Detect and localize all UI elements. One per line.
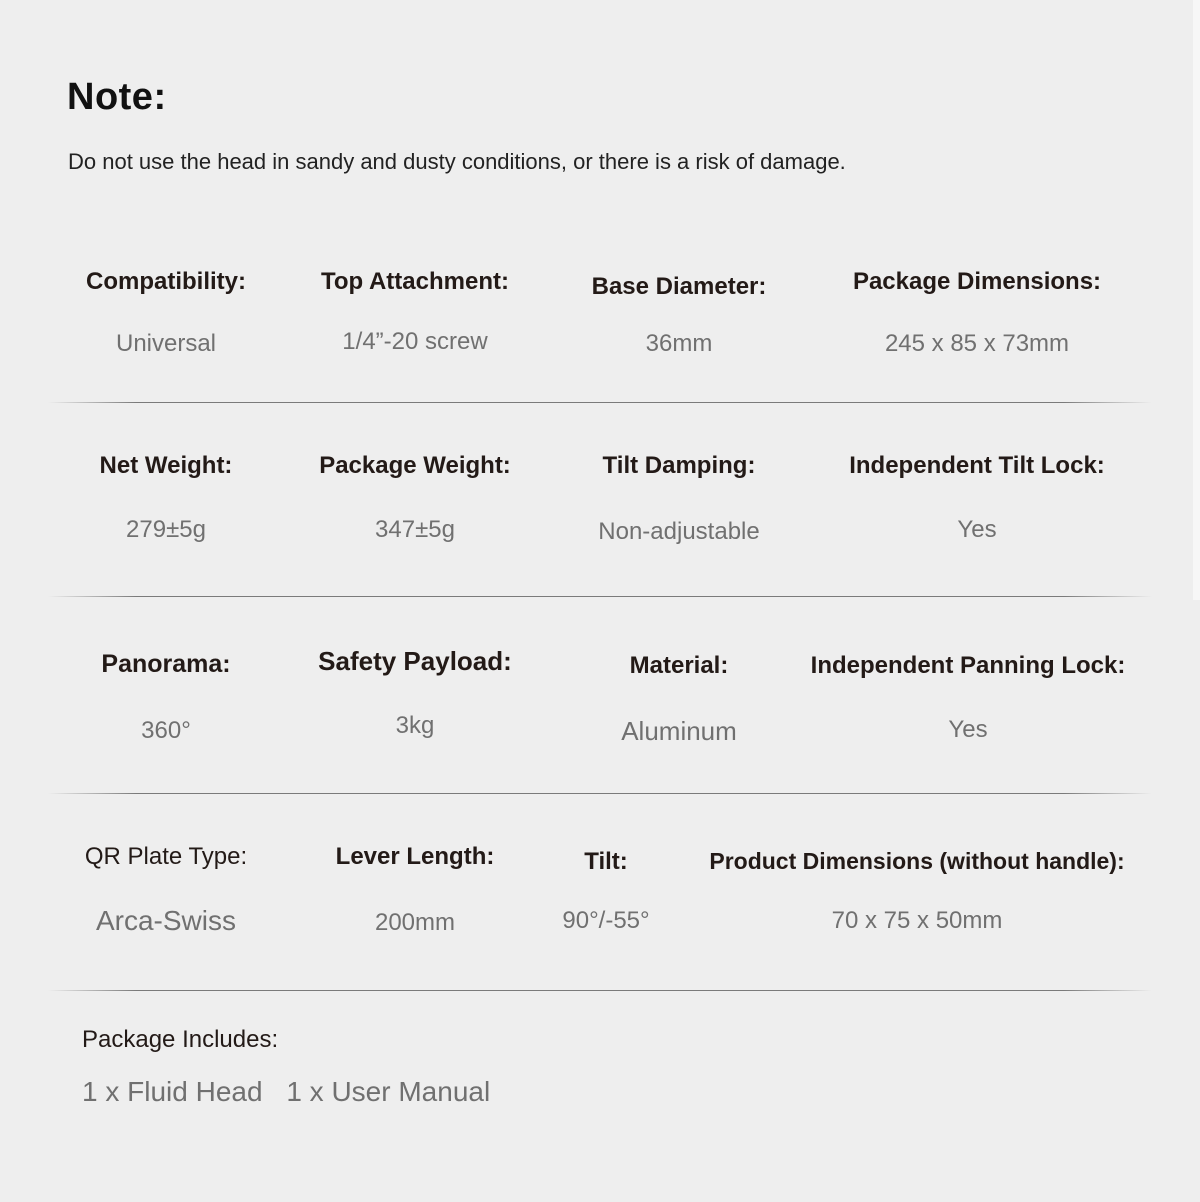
spec-value: 245 x 85 x 73mm <box>884 330 1070 357</box>
spec-label: Package Weight: <box>319 452 511 479</box>
spec-value: Yes <box>957 516 997 543</box>
divider <box>48 793 1152 794</box>
spec-value: 70 x 75 x 50mm <box>831 907 1003 934</box>
spec-value: Arca-Swiss <box>95 905 236 936</box>
spec-label: Net Weight: <box>99 452 233 479</box>
spec-value: 347±5g <box>375 516 455 543</box>
spec-value: 36mm <box>645 330 713 357</box>
spec-label: Independent Tilt Lock: <box>849 452 1105 479</box>
spec-value: Non-adjustable <box>598 518 760 545</box>
divider <box>48 402 1152 403</box>
spec-row-3 <box>0 646 1200 786</box>
spec-row-2 <box>0 452 1200 592</box>
spec-value: Aluminum <box>621 716 737 746</box>
spec-value: Universal <box>115 330 217 357</box>
spec-label: QR Plate Type: <box>84 843 248 870</box>
spec-label: Tilt: <box>584 848 628 875</box>
package-includes-label: Package Includes: <box>82 1026 279 1053</box>
package-item: 1 x Fluid Head <box>82 1076 263 1107</box>
spec-value: 360° <box>141 717 191 744</box>
spec-label: Safety Payload: <box>318 646 512 676</box>
package-item: 1 x User Manual <box>286 1076 491 1107</box>
spec-label: Base Diameter: <box>591 273 767 300</box>
spec-label: Top Attachment: <box>321 268 509 295</box>
spec-label: Compatibility: <box>86 268 246 295</box>
spec-label: Tilt Damping: <box>602 452 756 479</box>
spec-value: 200mm <box>374 909 456 936</box>
spec-value: 279±5g <box>126 516 206 543</box>
spec-value: 1/4”-20 screw <box>342 328 488 355</box>
note-title: Note: <box>67 76 167 118</box>
note-text: Do not use the head in sandy and dusty conditions, or there is a risk of damage. <box>68 149 846 174</box>
spec-label: Product Dimensions (without handle): <box>709 848 1125 874</box>
spec-label: Material: <box>629 652 729 679</box>
spec-label: Independent Panning Lock: <box>810 652 1126 679</box>
spec-row-4 <box>0 843 1200 983</box>
spec-value: 90°/-55° <box>562 907 650 934</box>
spec-value: Yes <box>948 716 988 743</box>
divider <box>48 990 1152 991</box>
divider <box>48 596 1152 597</box>
spec-label: Package Dimensions: <box>852 268 1102 295</box>
spec-value: 3kg <box>395 712 435 739</box>
spec-row-1 <box>0 268 1200 408</box>
spec-label: Lever Length: <box>335 843 495 870</box>
package-includes-list <box>82 1076 506 1108</box>
spec-label: Panorama: <box>101 650 231 678</box>
